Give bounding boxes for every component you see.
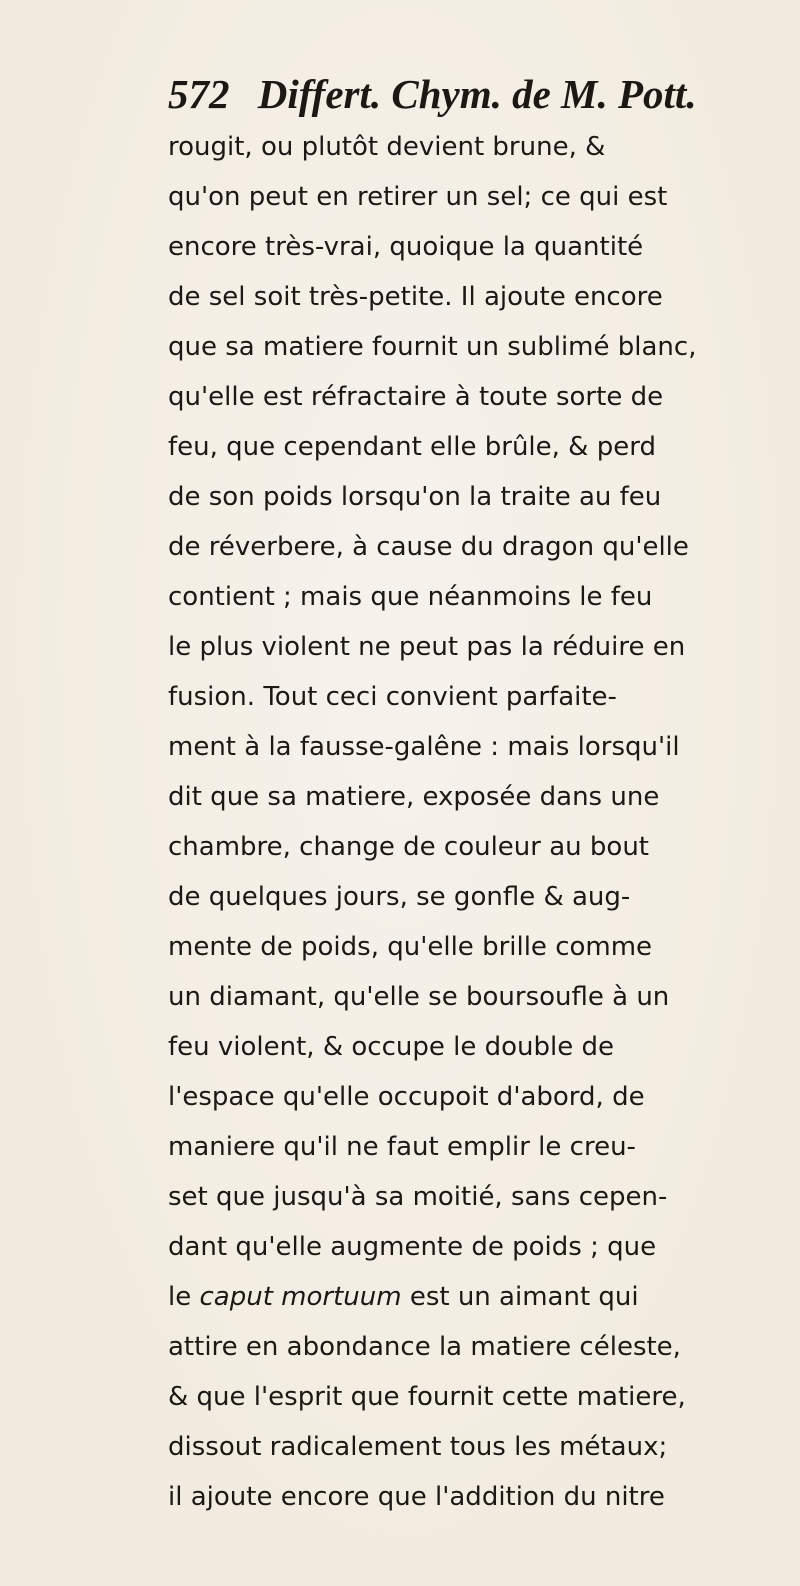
text-line: qu'elle est réfractaire à toute sorte de [168,382,664,412]
text-line: chambre, change de couleur au bout [168,832,649,862]
text-line: de quelques jours, se gonfle & aug- [168,882,631,912]
body-text [168,122,768,1522]
line-prefix: le [168,1282,200,1312]
page-number: 572 [168,71,230,117]
text-line: attire en abondance la matiere céleste, [168,1332,681,1362]
text-line: le plus violent ne peut pas la réduire en [168,632,686,662]
text-line: dissout radicalement tous les métaux; [168,1432,668,1462]
text-line: feu violent, & occupe le double de [168,1032,614,1062]
text-line: rougit, ou plutôt devient brune, & [168,132,606,162]
text-line: contient ; mais que néanmoins le feu [168,582,653,612]
text-line: feu, que cependant elle brûle, & perd [168,432,656,462]
text-line-with-latin [168,1272,768,1322]
text-line: set que jusqu'à sa moitié, sans cepen- [168,1182,668,1212]
text-line: de sel soit très-petite. Il ajoute encore [168,282,663,312]
text-line: un diamant, qu'elle se boursoufle à un [168,982,670,1012]
text-line: maniere qu'il ne faut emplir le creu- [168,1132,636,1162]
text-line: de réverbere, à cause du dragon qu'elle [168,532,689,562]
text-line: fusion. Tout ceci convient parfaite- [168,682,617,712]
text-line: l'espace qu'elle occupoit d'abord, de [168,1082,645,1112]
text-line: & que l'esprit que fournit cette matiere, [168,1382,686,1412]
text-line: encore très-vrai, quoique la quantité [168,232,644,262]
text-line: qu'on peut en retirer un sel; ce qui est [168,182,668,212]
text-line: que sa matiere fournit un sublimé blanc, [168,332,697,362]
text-line: de son poids lorsqu'on la traite au feu [168,482,662,512]
text-line: ment à la fausse-galêne : mais lorsqu'il [168,732,680,762]
text-line: mente de poids, qu'elle brille comme [168,932,653,962]
latin-term: caput mortuum [199,1282,402,1312]
line-rest: est un aimant qui [409,1282,639,1312]
text-line: il ajoute encore que l'addition du nitre [168,1482,665,1512]
page-header [168,68,768,120]
text-line: dit que sa matiere, exposée dans une [168,782,660,812]
text-line: dant qu'elle augmente de poids ; que [168,1232,657,1262]
running-title: Differt. Chym. de M. Pott. [257,71,697,117]
